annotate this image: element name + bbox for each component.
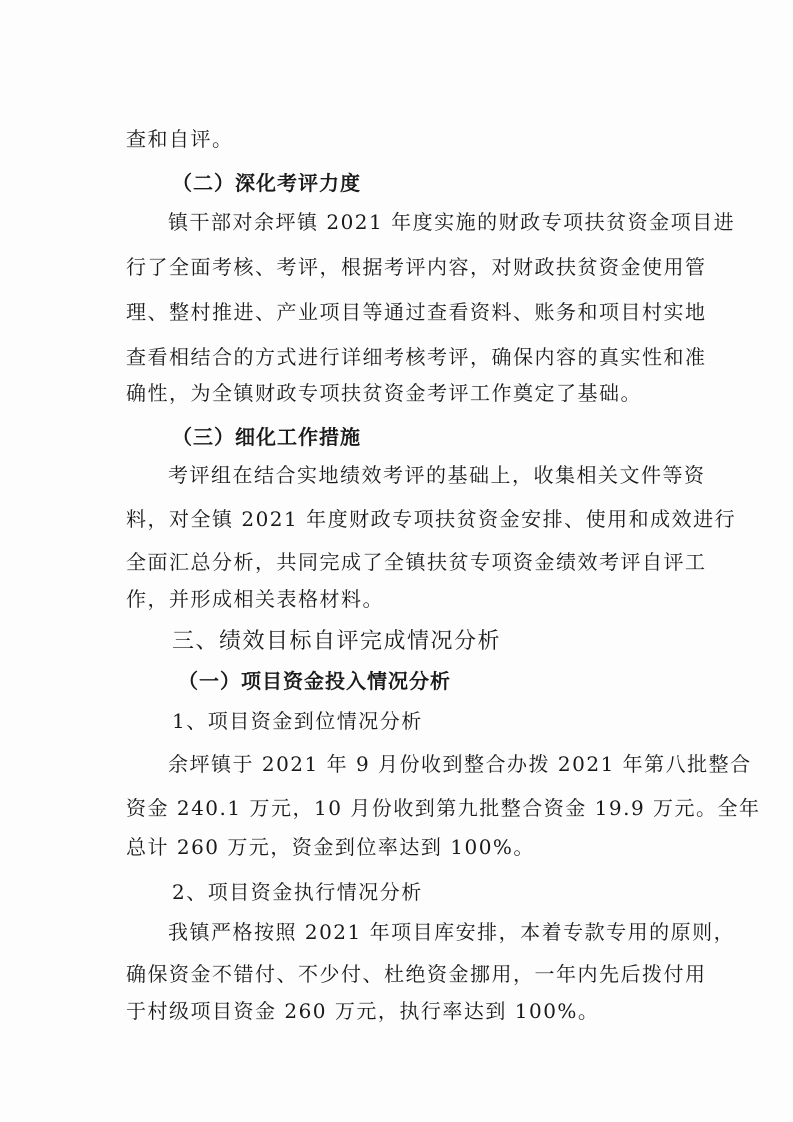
paragraph-line: 于村级项目资金 260 万元，执行率达到 100%。 — [126, 999, 600, 1023]
paragraph-line: 查看相结合的方式进行详细考核考评，确保内容的真实性和准 — [126, 345, 707, 369]
paragraph-line: 查和自评。 — [126, 127, 234, 151]
paragraph-line: 考评组在结合实地绩效考评的基础上，收集相关文件等资 — [168, 463, 706, 487]
paragraph-line: 行了全面考核、考评，根据考评内容，对财政扶贫资金使用管 — [126, 255, 707, 279]
paragraph-line: 余坪镇于 2021 年 9 月份收到整合办拨 2021 年第八批整合 — [168, 752, 752, 776]
paragraph-line: 理、整村推进、产业项目等通过查看资料、账务和项目村实地 — [126, 300, 707, 324]
chapter-heading-performance-analysis: 三、绩效目标自评完成情况分析 — [172, 629, 502, 654]
paragraph-line: 料，对全镇 2021 年度财政专项扶贫资金安排、使用和成效进行 — [126, 507, 737, 531]
paragraph-line: 全面汇总分析，共同完成了全镇扶贫专项资金绩效考评自评工 — [126, 550, 707, 574]
section-heading-refine-measures: （三）细化工作措施 — [172, 425, 361, 449]
paragraph-line: 镇干部对余坪镇 2021 年度实施的财政专项扶贫资金项目进 — [168, 210, 736, 234]
paragraph-line: 资金 240.1 万元，10 月份收到第九批整合资金 19.9 万元。全年 — [126, 796, 761, 820]
section-heading-deepen-evaluation: （二）深化考评力度 — [172, 171, 361, 195]
paragraph-line: 总计 260 万元，资金到位率达到 100%。 — [126, 835, 535, 859]
paragraph-line: 确保资金不错付、不少付、杜绝资金挪用，一年内先后拨付用 — [126, 962, 707, 986]
paragraph-line: 我镇严格按照 2021 年项目库安排，本着专款专用的原则， — [168, 920, 736, 944]
subsection-heading-fund-execution: 2、项目资金执行情况分析 — [172, 880, 423, 904]
subsection-heading-fund-arrival: 1、项目资金到位情况分析 — [172, 709, 423, 733]
section-heading-fund-input: （一）项目资金投入情况分析 — [178, 669, 451, 693]
paragraph-line: 作，并形成相关表格材料。 — [126, 587, 384, 611]
paragraph-line: 确性，为全镇财政专项扶贫资金考评工作奠定了基础。 — [126, 381, 642, 405]
